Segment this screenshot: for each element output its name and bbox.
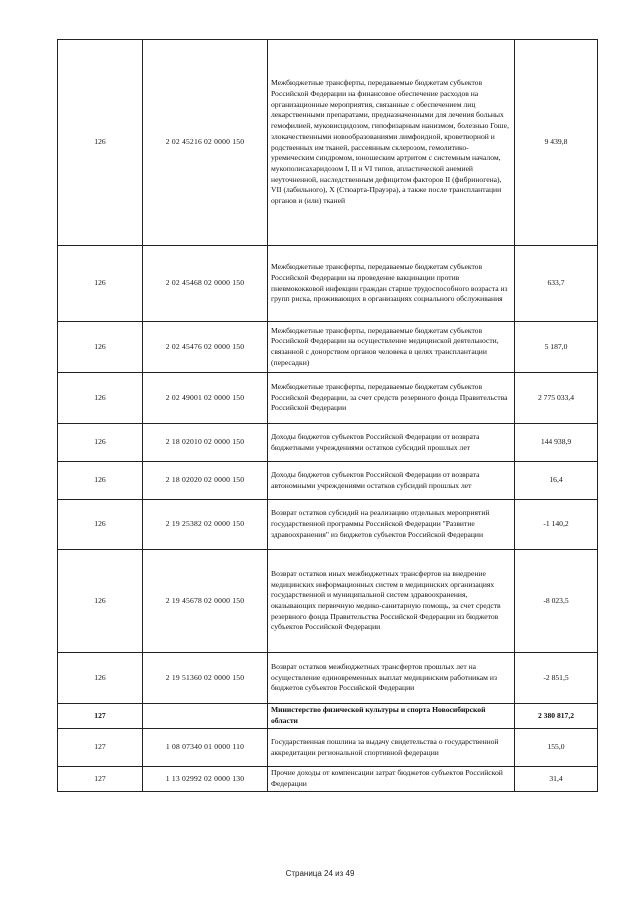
admin-code-cell: 126 (58, 462, 143, 500)
budget-classification-code-cell (143, 704, 268, 729)
budget-classification-code-cell: 2 18 02020 02 0000 150 (143, 462, 268, 500)
amount-cell: 9 439,8 (515, 40, 598, 246)
revenue-name-cell: Прочие доходы от компенсации затрат бюджетов субъектов Российской Федерации (268, 767, 515, 792)
admin-code-cell: 127 (58, 729, 143, 767)
budget-classification-code-cell: 2 02 45468 02 0000 150 (143, 246, 268, 322)
amount-cell: -1 140,2 (515, 500, 598, 550)
table-row (58, 704, 598, 729)
admin-code-cell: 126 (58, 550, 143, 653)
amount-cell: 633,7 (515, 246, 598, 322)
table-row (58, 462, 598, 500)
revenue-name-cell: Межбюджетные трансферты, передаваемые бюджетам субъектов Российской Федерации, за счет средств резервного фонда Правительства Российской Федерации (268, 373, 515, 424)
table-row (58, 40, 598, 246)
admin-code-cell: 127 (58, 704, 143, 729)
table-row (58, 500, 598, 550)
revenue-name-cell: Возврат остатков межбюджетных трансфертов прошлых лет на осуществление единовременных выплат медицинским работникам из бюджетов субъектов Российской Федерации (268, 653, 515, 704)
budget-classification-code-cell: 2 19 51360 02 0000 150 (143, 653, 268, 704)
revenue-name-cell: Межбюджетные трансферты, передаваемые бюджетам субъектов Российской Федерации на осуществление медицинской деятельности, связанной с донорством органов человека в целях трансплантации (пересадки) (268, 322, 515, 373)
amount-cell: -2 851,5 (515, 653, 598, 704)
revenue-name-cell: Возврат остатков субсидий на реализацию отдельных мероприятий государственной программы Российской Федерации "Развитие здравоохранения" из бюджетов субъектов Российской Федерации (268, 500, 515, 550)
table-row (58, 767, 598, 792)
table-row (58, 550, 598, 653)
revenue-table (57, 39, 598, 792)
budget-classification-code-cell: 2 19 45678 02 0000 150 (143, 550, 268, 653)
table-row (58, 729, 598, 767)
admin-code-cell: 126 (58, 246, 143, 322)
admin-code-cell: 126 (58, 653, 143, 704)
amount-cell: 2 775 033,4 (515, 373, 598, 424)
budget-classification-code-cell: 2 02 49001 02 0000 150 (143, 373, 268, 424)
amount-cell: 155,0 (515, 729, 598, 767)
table-row (58, 424, 598, 462)
revenue-name-cell: Возврат остатков иных межбюджетных трансфертов на внедрение медицинских информационных систем в медицинских организациях государственной и муниципальной систем здравоохранения, оказывающих первичную медико-санитарную помощь, за счет средств резервного фонда Правительства Российской Федерации из бюджетов субъектов Российской Федерации (268, 550, 515, 653)
amount-cell: 31,4 (515, 767, 598, 792)
amount-cell: 144 938,9 (515, 424, 598, 462)
budget-classification-code-cell: 1 08 07340 01 0000 110 (143, 729, 268, 767)
amount-cell: 16,4 (515, 462, 598, 500)
admin-code-cell: 126 (58, 500, 143, 550)
table-row (58, 322, 598, 373)
table-row (58, 653, 598, 704)
table-row (58, 246, 598, 322)
admin-code-cell: 126 (58, 322, 143, 373)
budget-classification-code-cell: 1 13 02992 02 0000 130 (143, 767, 268, 792)
amount-cell: 2 380 817,2 (515, 704, 598, 729)
revenue-name-cell: Министерство физической культуры и спорта Новосибирской области (268, 704, 515, 729)
revenue-name-cell: Доходы бюджетов субъектов Российской Федерации от возврата автономными учреждениями остатков субсидий прошлых лет (268, 462, 515, 500)
budget-classification-code-cell: 2 19 25382 02 0000 150 (143, 500, 268, 550)
amount-cell: -8 023,5 (515, 550, 598, 653)
revenue-name-cell: Межбюджетные трансферты, передаваемые бюджетам субъектов Российской Федерации на проведение вакцинации против пневмококковой инфекции граждан старше трудоспособного возраста из групп риска, проживающих в организациях социального обслуживания (268, 246, 515, 322)
budget-classification-code-cell: 2 18 02010 02 0000 150 (143, 424, 268, 462)
table-row (58, 373, 598, 424)
revenue-name-cell: Межбюджетные трансферты, передаваемые бюджетам субъектов Российской Федерации на финансовое обеспечение расходов на организационные мероприятия, связанные с обеспечением лиц лекарственными препаратами, предназначенными для лечения больных гемофилией, муковисцидозом, гипофизарным нанизмом, болезнью Гоше, злокачественными новообразованиями лимфоидной, кроветворной и родственных им тканей, рассеянным склерозом, гемолитико-уремическим синдромом, юношеским артритом с системным началом, мукополисахаридозом I, II и VI типов, апластической анемией неуточненной, наследственным дефицитом факторов II (фибриногена), VII (лабильного), X (Стюарта-Прауэра), а также после трансплантации органов и (или) тканей (268, 40, 515, 246)
admin-code-cell: 126 (58, 373, 143, 424)
revenue-table-body (58, 40, 598, 792)
page-number: Страница 24 из 49 (285, 869, 355, 878)
admin-code-cell: 127 (58, 767, 143, 792)
revenue-name-cell: Государственная пошлина за выдачу свидетельства о государственной аккредитации региональной спортивной федерации (268, 729, 515, 767)
admin-code-cell: 126 (58, 40, 143, 246)
budget-classification-code-cell: 2 02 45216 02 0000 150 (143, 40, 268, 246)
budget-classification-code-cell: 2 02 45476 02 0000 150 (143, 322, 268, 373)
admin-code-cell: 126 (58, 424, 143, 462)
revenue-name-cell: Доходы бюджетов субъектов Российской Федерации от возврата бюджетными учреждениями остатков субсидий прошлых лет (268, 424, 515, 462)
amount-cell: 5 187,0 (515, 322, 598, 373)
